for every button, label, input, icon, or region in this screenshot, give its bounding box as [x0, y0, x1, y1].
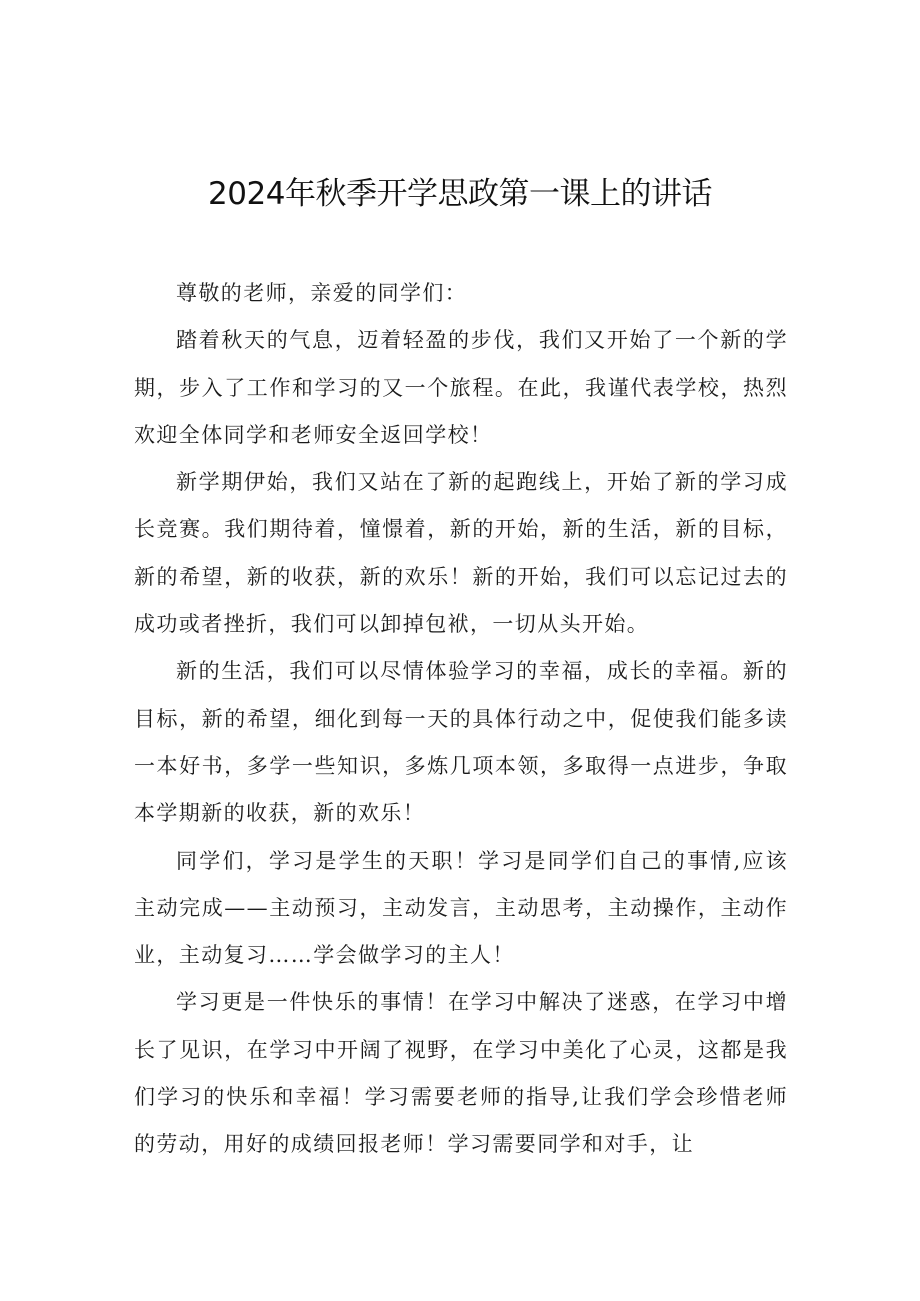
- paragraph: 同学们，学习是学生的天职！学习是同学们自己的事情,应该主动完成——主动预习，主动发言，主动思考，主动操作，主动作业，主动复习……学会做学习的主人！: [134, 848, 788, 968]
- paragraph: 学习更是一件快乐的事情！在学习中解决了迷惑，在学习中增长了见识，在学习中开阔了视野，在学习中美化了心灵，这都是我们学习的快乐和幸福！学习需要老师的指导,让我们学会珍惜老师的劳动，用好的成绩回报老师！学习需要同学和对手，让: [134, 990, 788, 1157]
- document-title: 2024年秋季开学思政第一课上的讲话: [208, 176, 712, 212]
- paragraph: 新学期伊始，我们又站在了新的起跑线上，开始了新的学习成长竞赛。我们期待着，憧憬着，新的开始，新的生活，新的目标，新的希望，新的收获，新的欢乐！新的开始，我们可以忘记过去的成功或者挫折，我们可以卸掉包袱，一切从头开始。: [134, 470, 788, 637]
- paragraph-greeting: 尊敬的老师，亲爱的同学们：: [176, 281, 468, 305]
- paragraph: 新的生活，我们可以尽情体验学习的幸福，成长的幸福。新的目标，新的希望，细化到每一天的具体行动之中，促使我们能多读一本好书，多学一些知识，多炼几项本领，多取得一点进步，争取本学期新的收获，新的欢乐！: [134, 659, 788, 826]
- document-body: [134, 270, 788, 1169]
- paragraph: 踏着秋天的气息，迈着轻盈的步伐，我们又开始了一个新的学期，步入了工作和学习的又一个旅程。在此，我谨代表学校，热烈欢迎全体同学和老师安全返回学校！: [134, 328, 788, 447]
